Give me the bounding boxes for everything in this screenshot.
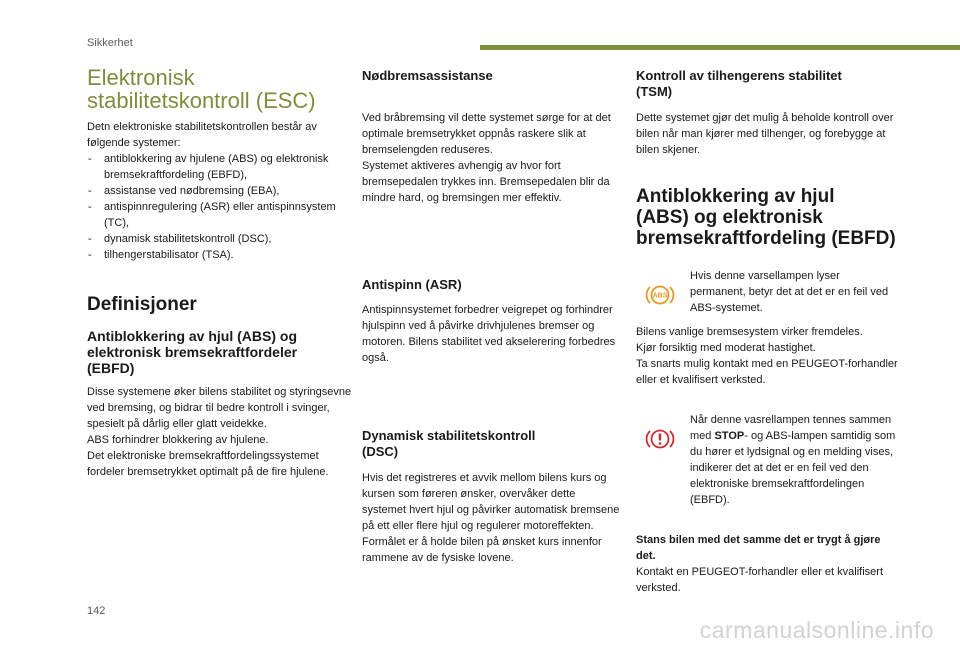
page-number: 142 — [87, 605, 106, 617]
esc-intro: Detn elektroniske stabilitetskontrollen består av følgende systemer: — [87, 121, 317, 149]
list-item: - tilhengerstabilisator (TSA). — [87, 247, 352, 263]
svg-text:ABS: ABS — [652, 292, 668, 300]
brake-warning-icon — [644, 427, 676, 451]
tsm-heading: Kontroll av tilhengerens stabilitet (TSM) — [636, 68, 842, 99]
abs-definition-heading: Antiblokkering av hjul (ABS) og elektronisk bremsekraftfordeler (EBFD) — [87, 328, 298, 376]
eba-heading: Nødbremsassistanse — [362, 68, 493, 83]
abs-normal-brake-text: Bilens vanlige bremsesystem virker fremdeles. Kjør forsiktig med moderat hastighet. Ta snarts mulig kontakt med en PEUGEOT-forhandler eller et kvalifisert verksted. — [636, 326, 898, 386]
dsc-heading: Dynamisk stabilitetskontroll (DSC) — [362, 428, 536, 459]
contact-dealer-text: Kontakt en PEUGEOT-forhandler eller et kvalifisert verksted. — [636, 566, 883, 594]
abs-warning-icon — [644, 283, 676, 307]
definitions-heading: Definisjoner — [87, 294, 197, 315]
abs-lamp-text: Hvis denne varsellampen lyser permanent, betyr det at det er en feil ved ABS-systemet. — [690, 270, 889, 314]
dsc-text: Hvis det registreres et avvik mellom bilens kurs og kursen som føreren ønsker, overvåker dette systemet hvert hjul og påvirker automatisk bremsene på ett eller flere hjul og regulerer motoreffekten. Formålet er å holde bilen på ønsket kurs innenfor rammene av de fysiske lovene. — [362, 472, 620, 564]
tsm-text: Dette systemet gjør det mulig å beholde kontroll over bilen når man kjører med tilhenger, og forebygge at bilen skjener. — [636, 112, 894, 156]
asr-text: Antispinnsystemet forbedrer veigrepet og forhindrer hjulspinn ved å påvirke drivhjulenes bremser og motoren. Bilens stabilitet ved akselerering forbedres også. — [362, 304, 616, 364]
list-item: - antispinnregulering (ASR) eller antispinnsystem (TC), — [87, 199, 352, 231]
list-item: - dynamisk stabilitetskontroll (DSC), — [87, 231, 352, 247]
stop-warning-text: Stans bilen med det samme det er trygt å gjøre det. — [636, 534, 881, 562]
stop-lamp-text: Når denne vasrellampen tennes sammen med STOP- og ABS-lampen samtidig som du hører et lydsignal og en melding vises, indikerer det at det er en feil ved den elektroniske bremsekraftfordelingen (EBFD). — [690, 414, 896, 506]
list-item: - antiblokkering av hjulene (ABS) og elektronisk bremsekraftfordeling (EBFD), — [87, 151, 352, 183]
abs-ebfd-heading: Antiblokkering av hjul (ABS) og elektronisk bremsekraftfordeling (EBFD) — [636, 186, 896, 249]
eba-text: Ved bråbremsing vil dette systemet sørge for at det optimale bremsetrykket oppnås raskere slik at bremselengden reduseres. Systemet aktiveres avhengig av hvor fort bremsepedalen trykkes inn. Bremsepedalen blir da mindre hard, og bremsingen mer effektiv. — [362, 112, 611, 204]
list-item: - assistanse ved nødbremsing (EBA), — [87, 183, 352, 199]
esc-systems-list — [87, 151, 352, 263]
asr-heading: Antispinn (ASR) — [362, 277, 462, 292]
watermark: carmanualsonline.info — [699, 617, 934, 643]
abs-definition-text: Disse systemene øker bilens stabilitet og styringsevne ved bremsing, og bidrar til bedre kontroll i svinger, spesielt på dårlig eller glatt veidekke. ABS forhindrer blokkering av hjulene. Det elektroniske bremsekraftfordelingssystemet fordeler bremsetrykket optimalt på de fire hjulene. — [87, 386, 352, 478]
page-title: Elektronisk stabilitetskontroll (ESC) — [87, 65, 316, 113]
header-accent-bar — [480, 45, 960, 50]
section-label: Sikkerhet — [87, 37, 133, 49]
